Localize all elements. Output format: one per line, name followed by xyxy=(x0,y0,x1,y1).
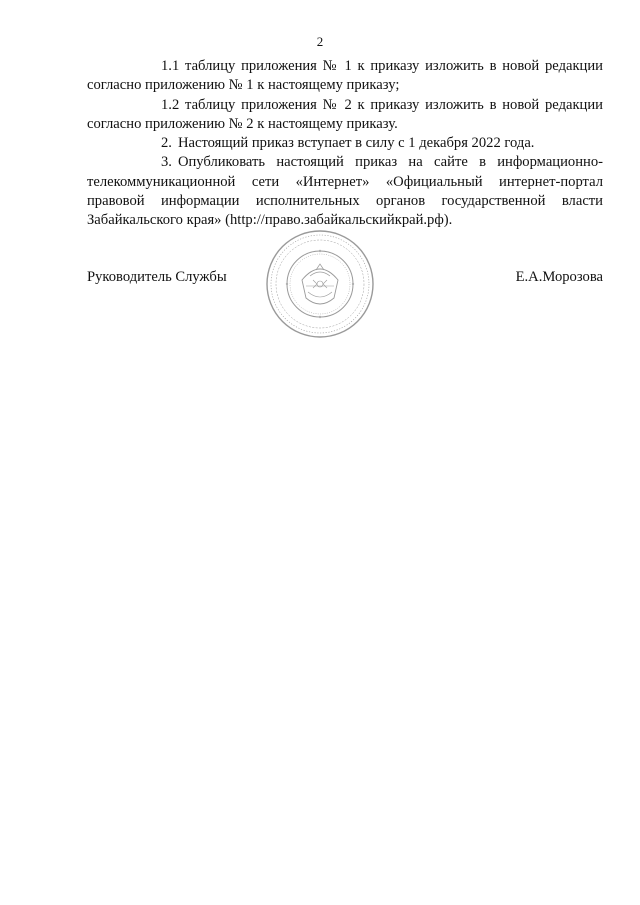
document-body xyxy=(87,57,603,231)
list-item-1-2 xyxy=(87,96,603,135)
item-text: таблицу приложения № 2 к приказу изложить в новой редакции согласно приложению № 2 к настоящему приказу. xyxy=(87,96,603,132)
signatory-name: Е.А.Морозова xyxy=(515,269,603,285)
list-item-1-1 xyxy=(87,57,603,96)
official-seal-icon xyxy=(264,228,376,340)
item-text: Опубликовать настоящий приказ на сайте в информационно-телекоммуникационной сети «Интернет» «Официальный интернет-портал правовой информации исполнительных органов государственной власти Забайкальского края» (http://право.забайкальскийкрай.рф). xyxy=(87,154,603,229)
list-item-2 xyxy=(87,134,603,153)
item-text: таблицу приложения № 1 к приказу изложить в новой редакции согласно приложению № 1 к настоящему приказу; xyxy=(87,58,603,94)
signatory-position: Руководитель Службы xyxy=(87,269,227,285)
item-number: 3. xyxy=(161,154,172,171)
item-number: 1.2 xyxy=(161,96,180,113)
item-number: 2. xyxy=(161,135,172,152)
item-text: Настоящий приказ вступает в силу с 1 декабря 2022 года. xyxy=(177,135,535,152)
page-number: 2 xyxy=(316,34,324,49)
item-number: 1.1 xyxy=(161,58,180,74)
list-item-3 xyxy=(87,153,603,230)
